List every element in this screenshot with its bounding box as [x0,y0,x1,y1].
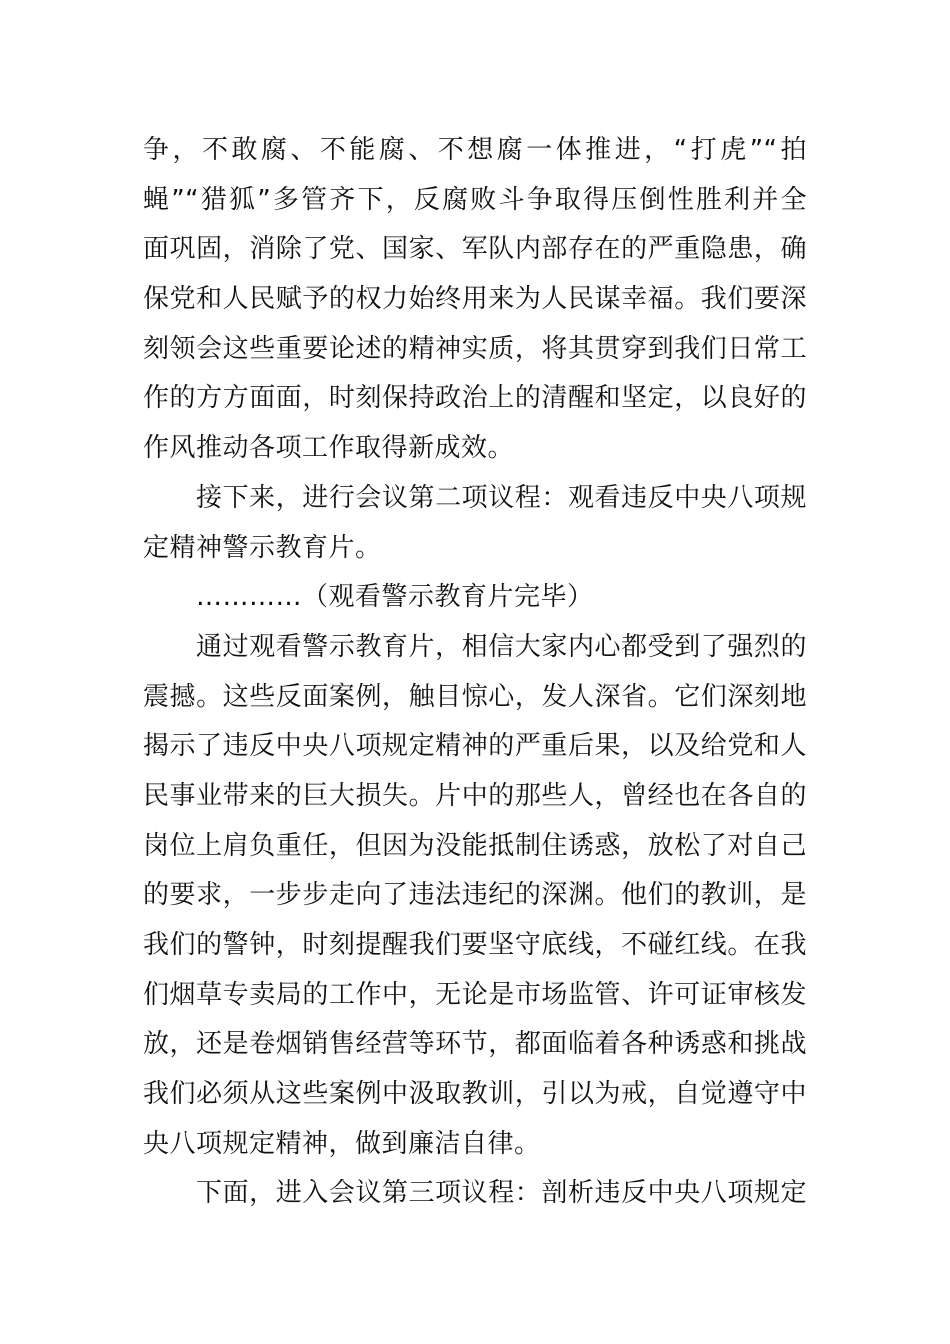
text-line: 民事业带来的巨大损失。片中的那些人，曾经也在各自的 [143,780,807,811]
text-line: 揭示了违反中央八项规定精神的严重后果，以及给党和人 [143,731,807,762]
body-text [143,126,807,1219]
stage-note-line: …………（观看警示教育片完毕） [196,582,594,613]
text-line: 争，不敢腐、不能腐、不想腐一体推进，“打虎”“拍 [143,135,807,165]
text-line: 作的方方面面，时刻保持政治上的清醒和坚定，以良好的 [143,383,807,414]
paragraph-start-line: 通过观看警示教育片，相信大家内心都受到了强烈的 [196,631,807,662]
text-line: 震撼。这些反面案例，触目惊心，发人深省。它们深刻地 [143,681,807,712]
text-line: 保党和人民赋予的权力始终用来为人民谋幸福。我们要深 [143,284,807,315]
text-line: 岗位上肩负重任，但因为没能抵制住诱惑，放松了对自己 [143,830,807,861]
text-line: 的要求，一步步走向了违法违纪的深渊。他们的教训，是 [143,880,807,911]
paragraph-start-line: 接下来，进行会议第二项议程：观看违反中央八项规 [196,482,807,513]
text-line: 们烟草专卖局的工作中，无论是市场监管、许可证审核发 [143,979,807,1010]
text-line: 我们的警钟，时刻提醒我们要坚守底线，不碰红线。在我 [143,930,807,960]
paragraph-start-line: 下面，进入会议第三项议程：剖析违反中央八项规定 [196,1178,807,1209]
text-line: 面巩固，消除了党、国家、军队内部存在的严重隐患，确 [143,234,807,265]
text-line: 定精神警示教育片。 [143,532,382,563]
text-line: 蝇”“猎狐”多管齐下，反腐败斗争取得压倒性胜利并全 [143,184,807,215]
text-line: 放，还是卷烟销售经营等环节，都面临着各种诱惑和挑战 [143,1029,807,1060]
text-line: 央八项规定精神，做到廉洁自律。 [143,1128,541,1159]
text-line: 刻领会这些重要论述的精神实质，将其贯穿到我们日常工 [143,333,807,364]
text-line: 我们必须从这些案例中汲取教训，引以为戒，自觉遵守中 [143,1079,807,1110]
text-line: 作风推动各项工作取得新成效。 [143,433,515,464]
